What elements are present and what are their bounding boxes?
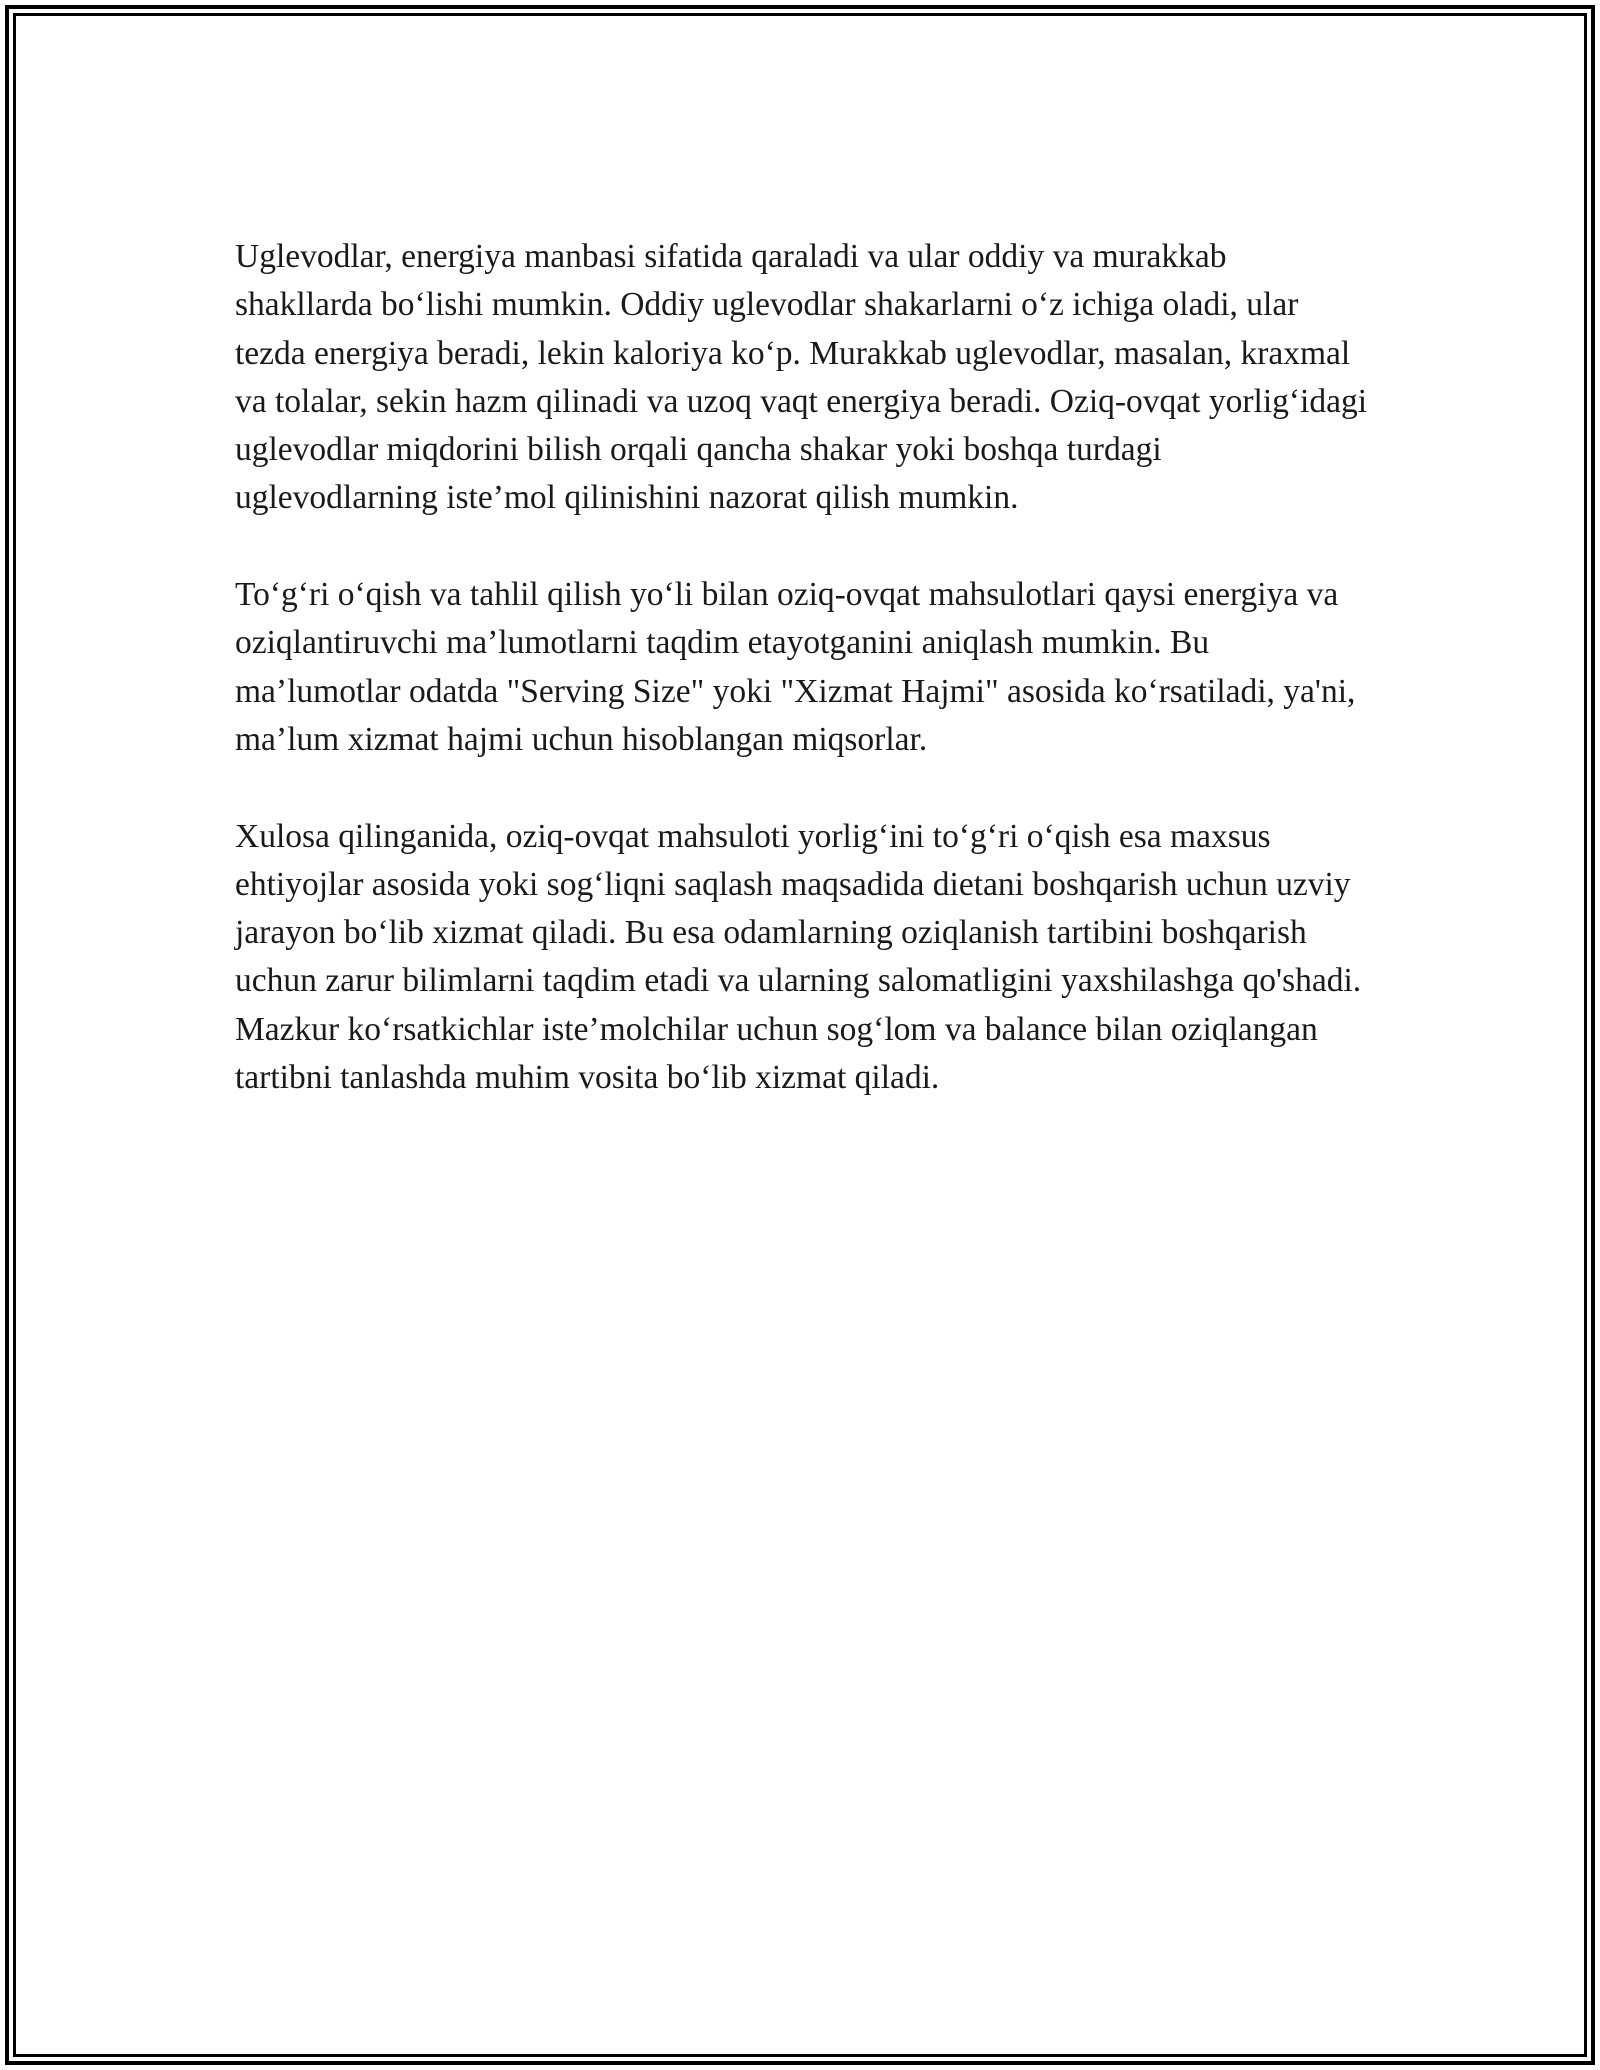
paragraph-serving-size: To‘g‘ri o‘qish va tahlil qilish yo‘li bilan oziq-ovqat mahsulotlari qaysi energiya va oziqlantiruvchi ma’lumotlarni taqdim etayotganini aniqlash mumkin. Bu ma’lumotlar odatda "Serving Size" yoki "Xizmat Hajmi" asosida ko‘rsatiladi, ya'ni, ma’lum xizmat hajmi uchun hisoblangan miqsorlar. <box>235 576 1356 758</box>
paragraph-conclusion: Xulosa qilinganida, oziq-ovqat mahsuloti yorlig‘ini to‘g‘ri o‘qish esa maxsus ehtiyojlar asosida yoki sog‘liqni saqlash maqsadida dietani boshqarish uchun uzviy jarayon bo‘lib xizmat qiladi. Bu esa odamlarning oziqlanish tartibini boshqarish uchun zarur bilimlarni taqdim etadi va ularning salomatligini yaxshilashga qo'shadi. Mazkur ko‘rsatkichlar iste’molchilar uchun sog‘lom va balance bilan oziqlangan tartibni tanlashda muhim vosita bo‘lib xizmat qiladi. <box>235 817 1362 1097</box>
document-body <box>235 233 1370 1102</box>
paragraph-carbohydrates: Uglevodlar, energiya manbasi sifatida qaraladi va ular oddiy va murakkab shakllarda bo‘lishi mumkin. Oddiy uglevodlar shakarlarni o‘z ichiga oladi, ular tezda energiya beradi, lekin kaloriya ko‘p. Murakkab uglevodlar, masalan, kraxmal va tolalar, sekin hazm qilinadi va uzoq vaqt energiya beradi. Oziq-ovqat yorlig‘idagi uglevodlar miqdorini bilish orqali qancha shakar yoki boshqa turdagi uglevodlarning iste’mol qilinishini nazorat qilish mumkin. <box>235 238 1368 517</box>
